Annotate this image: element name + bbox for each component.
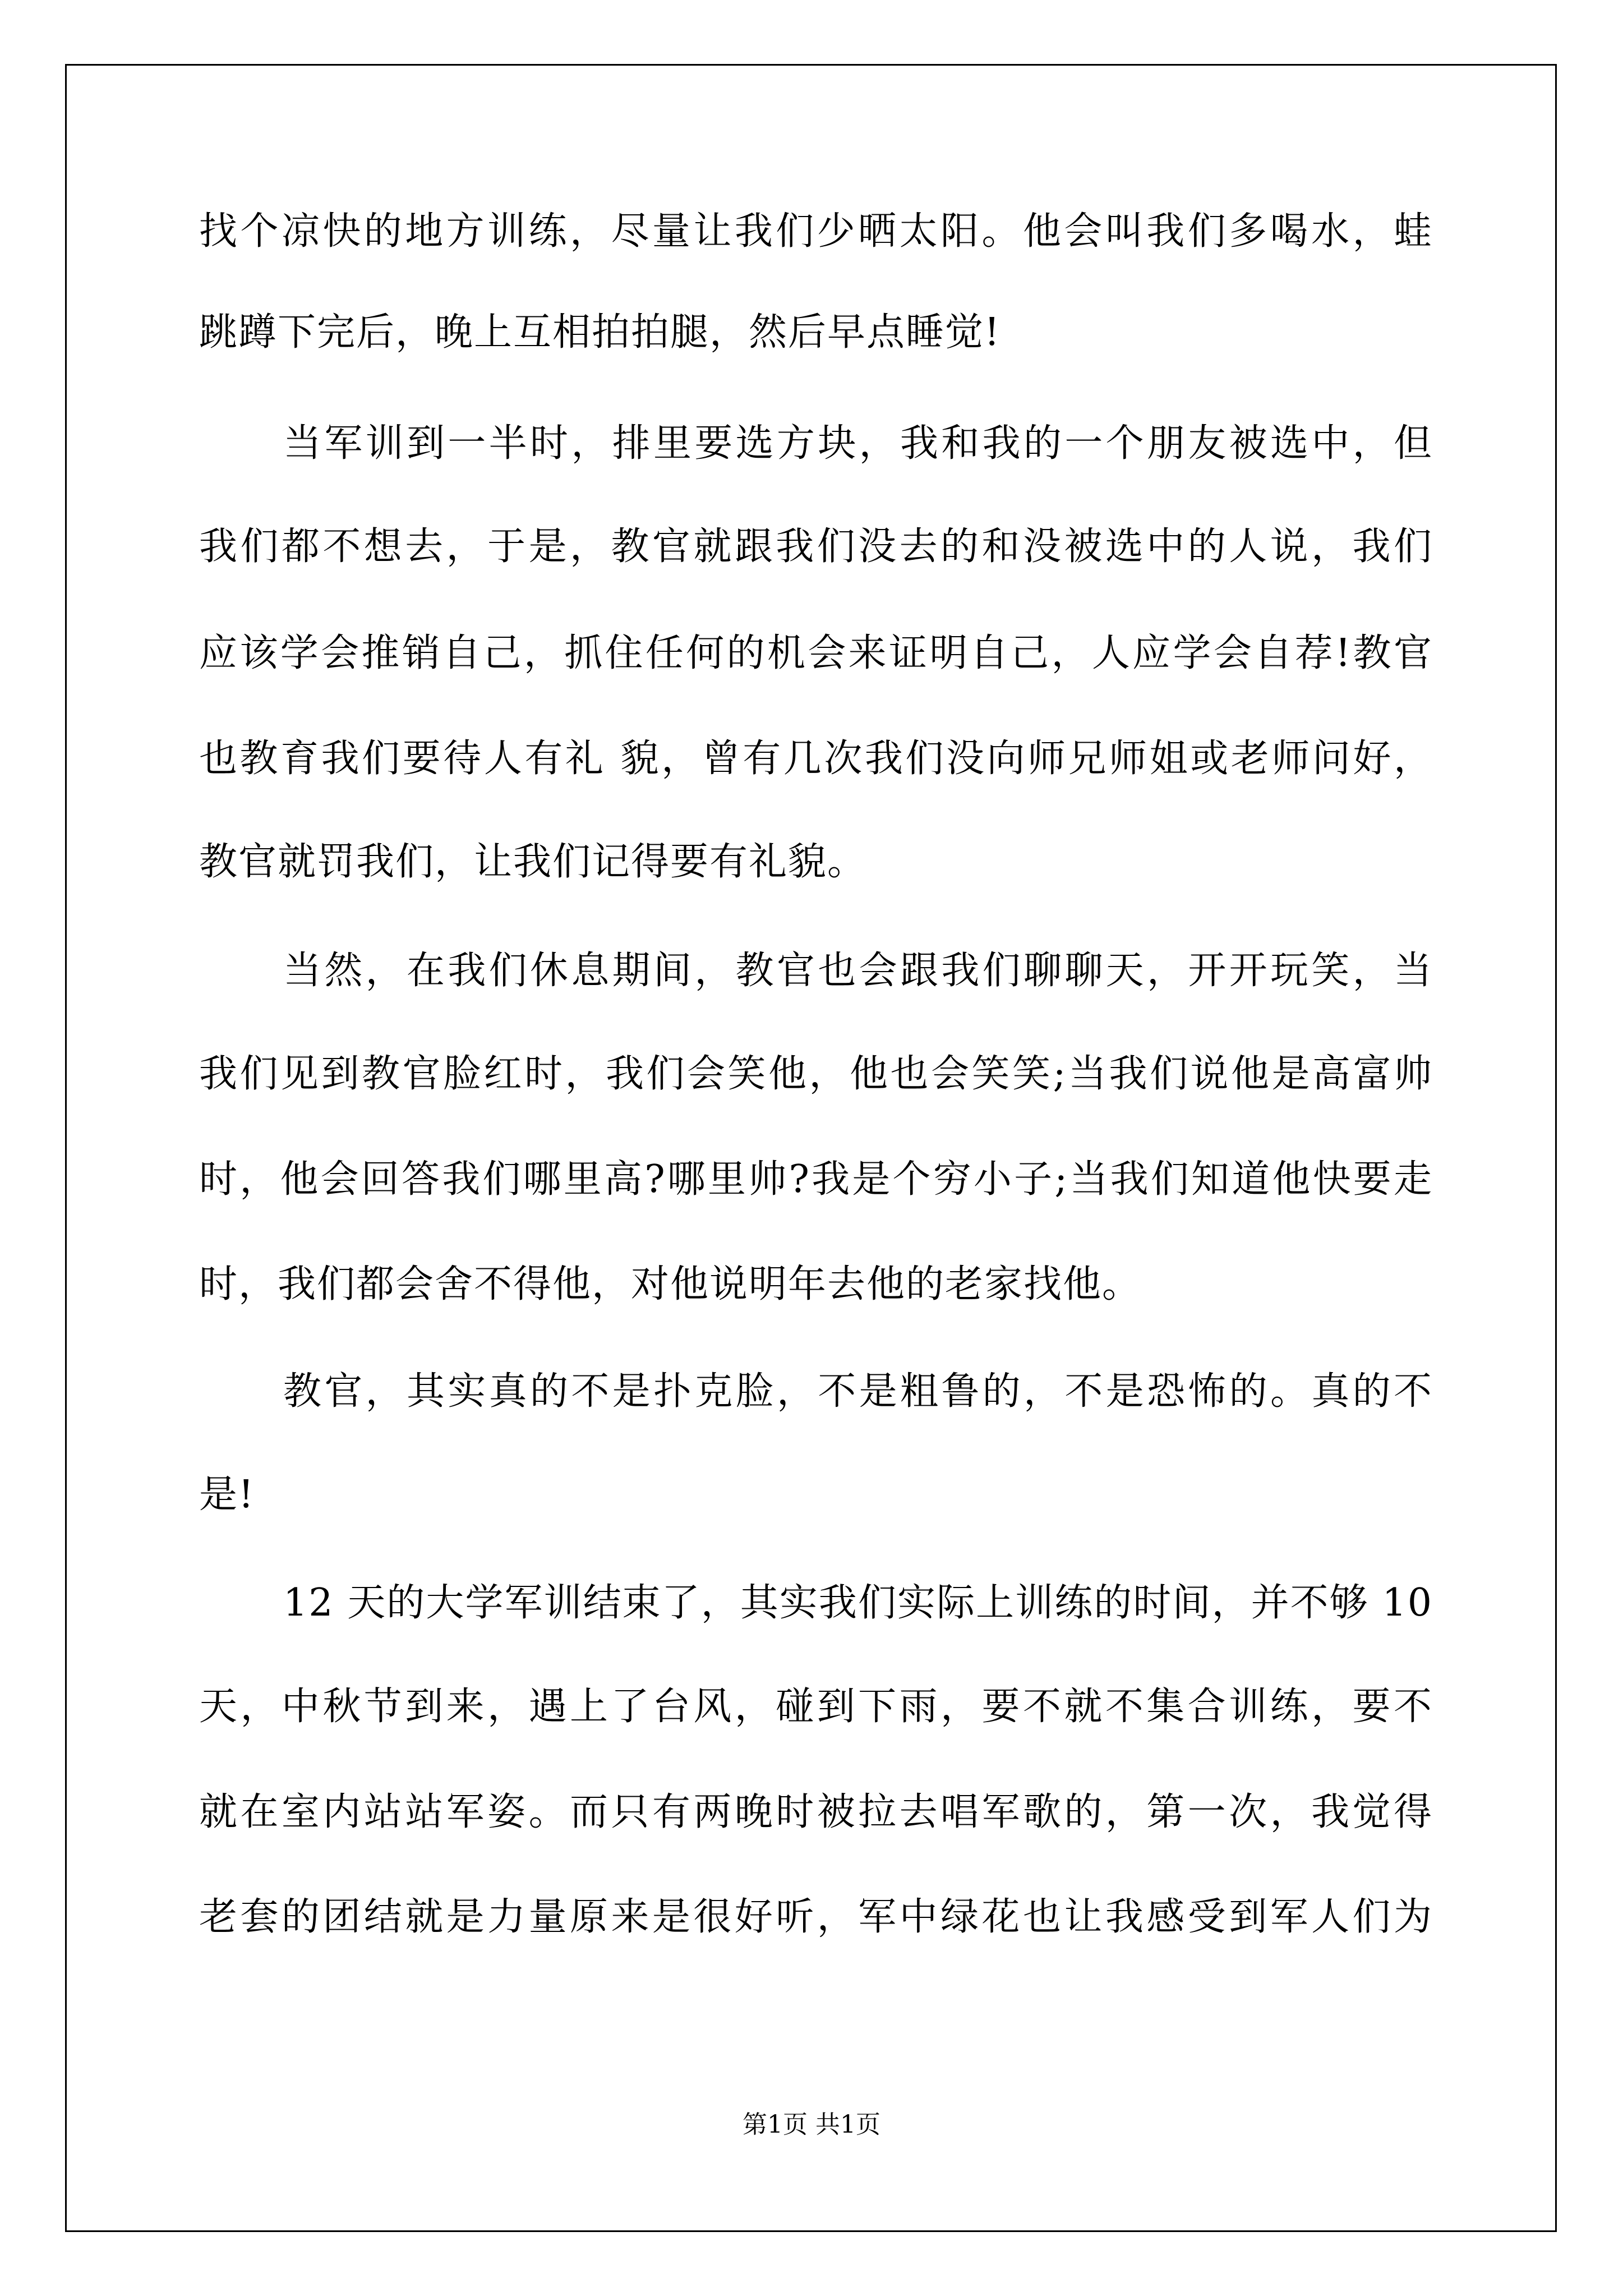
paragraph-line: 时，我们都会舍不得他，对他说明年去他的老家找他。	[199, 1262, 1142, 1306]
paragraph-line: 12 天的大学军训结束了，其实我们实际上训练的时间，并不够 10	[283, 1581, 1433, 1625]
paragraph-line: 老套的团结就是力量原来是很好听，军中绿花也让我感受到军人们为	[199, 1895, 1433, 1939]
paragraph-line: 跳蹲下完后，晚上互相拍拍腿，然后早点睡觉!	[199, 310, 1001, 355]
paragraph-line: 我们见到教官脸红时，我们会笑他，他也会笑笑;当我们说他是高富帅	[199, 1052, 1433, 1096]
paragraph-line: 找个凉快的地方训练，尽量让我们少晒太阳。他会叫我们多喝水，蛙	[199, 209, 1433, 254]
paragraph-line: 应该学会推销自己，抓住任何的机会来证明自己，人应学会自荐!教官	[199, 631, 1433, 675]
paragraph-line: 就在室内站站军姿。而只有两晚时被拉去唱军歌的，第一次，我觉得	[199, 1790, 1433, 1834]
paragraph-line: 当军训到一半时，排里要选方块，我和我的一个朋友被选中，但	[283, 421, 1433, 466]
paragraph-line: 天，中秋节到来，遇上了台风，碰到下雨，要不就不集合训练，要不	[199, 1685, 1433, 1729]
paragraph-line: 教官，其实真的不是扑克脸，不是粗鲁的，不是恐怖的。真的不	[283, 1369, 1433, 1414]
page-footer: 第1页 共1页	[743, 2110, 880, 2139]
paragraph-line: 也教育我们要待人有礼 貌，曾有几次我们没向师兄师姐或老师问好，	[199, 737, 1433, 781]
paragraph-line: 时，他会回答我们哪里高?哪里帅?我是个穷小子;当我们知道他快要走	[199, 1157, 1433, 1202]
paragraph-line: 是!	[199, 1473, 255, 1517]
paragraph-line: 我们都不想去，于是，教官就跟我们没去的和没被选中的人说，我们	[199, 524, 1433, 569]
paragraph-line: 当然，在我们休息期间，教官也会跟我们聊聊天，开开玩笑，当	[283, 949, 1433, 993]
paragraph-line: 教官就罚我们，让我们记得要有礼貌。	[199, 840, 867, 884]
